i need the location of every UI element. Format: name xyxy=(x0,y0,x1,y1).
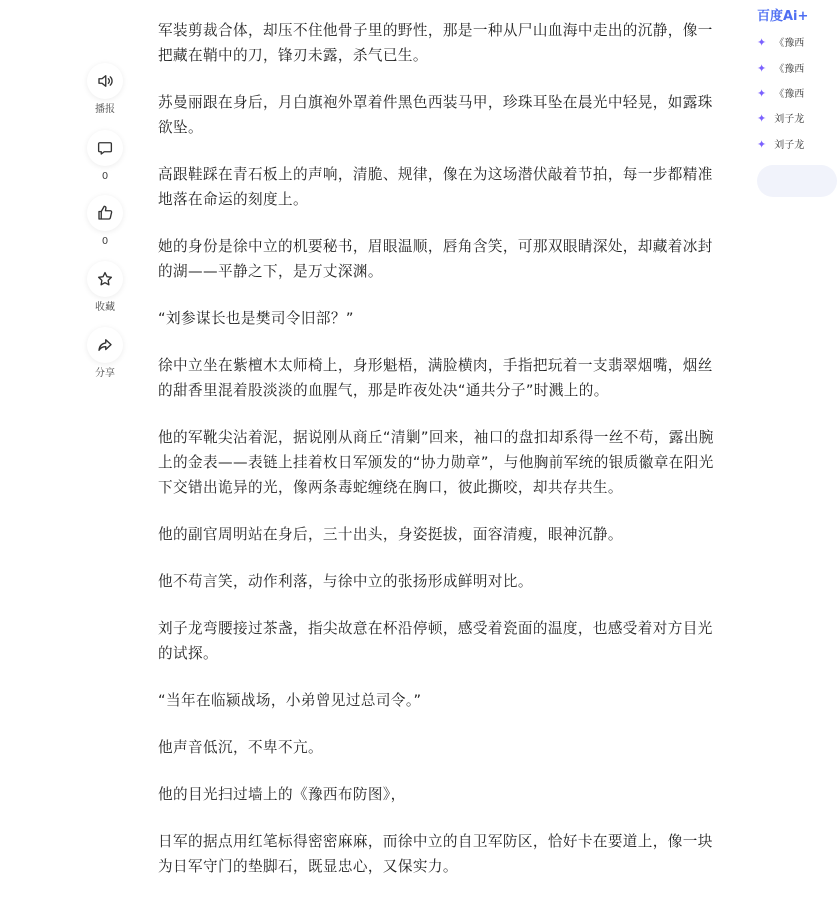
star-icon xyxy=(87,261,123,297)
article-body xyxy=(158,18,718,901)
collect-button[interactable] xyxy=(84,261,126,314)
related-link[interactable] xyxy=(757,87,804,102)
paragraph: 徐中立坐在紫檀木太师椅上，身形魁梧，满脸横肉，手指把玩着一支翡翠烟嘴，烟丝的甜香里混着股淡淡的血腥气，那是昨夜处决“通共分子”时溅上的。 xyxy=(158,357,713,399)
share-label: 分享 xyxy=(95,368,115,379)
paragraph: 她的身份是徐中立的机要秘书，眉眼温顺，唇角含笑，可那双眼睛深处，却藏着冰封的湖——平静之下，是万丈深渊。 xyxy=(158,238,713,280)
paragraph: 刘子龙弯腰接过茶盏，指尖故意在杯沿停顿，感受着瓷面的温度，也感受着对方目光的试探。 xyxy=(158,620,713,662)
paragraph: 高跟鞋踩在青石板上的声响，清脆、规律，像在为这场潜伏敲着节拍，每一步都精准地落在命运的刻度上。 xyxy=(158,166,713,208)
related-link[interactable] xyxy=(757,36,804,51)
paragraph: 他声音低沉，不卑不亢。 xyxy=(158,739,323,756)
paragraph: “当年在临颍战场，小弟曾见过总司令。” xyxy=(158,692,422,709)
comment-count: 0 xyxy=(101,171,109,182)
sparkle-icon: ✦ xyxy=(757,138,767,151)
share-button[interactable] xyxy=(84,327,126,380)
thumbs-up-icon xyxy=(87,195,123,231)
paragraph: 苏曼丽跟在身后，月白旗袍外罩着件黑色西装马甲，珍珠耳坠在晨光中轻晃，如露珠欲坠。 xyxy=(158,94,713,136)
share-icon xyxy=(87,327,123,363)
paragraph: 军装剪裁合体，却压不住他骨子里的野性，那是一种从尸山血海中走出的沉静，像一把藏在鞘中的刀，锋刃未露，杀气已生。 xyxy=(158,22,713,64)
comment-button[interactable] xyxy=(84,130,126,183)
sparkle-icon: ✦ xyxy=(757,36,767,49)
listen-button[interactable] xyxy=(84,63,126,116)
ai-sidebar xyxy=(757,8,837,151)
baidu-ai-logo[interactable]: 百度Ai+ xyxy=(757,9,809,24)
related-link-label: 《豫西 xyxy=(774,89,805,100)
paragraph: 他不苟言笑，动作利落，与徐中立的张扬形成鲜明对比。 xyxy=(158,573,533,590)
paragraph: 日军的据点用红笔标得密密麻麻，而徐中立的自卫军防区，恰好卡在要道上，像一块为日军守门的垫脚石，既显忠心，又保实力。 xyxy=(158,833,713,875)
sparkle-icon: ✦ xyxy=(757,112,767,125)
paragraph: 他的副官周明站在身后，三十出头，身姿挺拔，面容清瘦，眼神沉静。 xyxy=(158,526,623,543)
paragraph: “刘参谋长也是樊司令旧部？” xyxy=(158,310,354,327)
sparkle-icon: ✦ xyxy=(757,62,767,75)
related-link[interactable] xyxy=(757,62,804,77)
paragraph: 他的军靴尖沾着泥，据说刚从商丘“清剿”回来，袖口的盘扣却系得一丝不苟，露出腕上的金表——表链上挂着枚日军颁发的“协力勋章”，与他胸前军统的银质徽章在阳光下交错出诡异的光，像两条毒蛇缠绕在胸口，彼此撕咬，却共存共生。 xyxy=(158,429,714,496)
speaker-icon xyxy=(87,63,123,99)
sparkle-icon: ✦ xyxy=(757,87,767,100)
listen-label: 播报 xyxy=(95,104,115,115)
related-link-label: 刘子龙 xyxy=(774,140,805,151)
related-link-label: 《豫西 xyxy=(774,64,805,75)
related-link-label: 《豫西 xyxy=(774,38,805,49)
ask-input-pill[interactable] xyxy=(757,165,837,197)
collect-label: 收藏 xyxy=(95,302,115,313)
paragraph: 他的目光扫过墙上的《豫西布防图》， xyxy=(158,786,406,803)
related-link-label: 刘子龙 xyxy=(774,114,805,125)
comment-icon xyxy=(87,130,123,166)
related-link[interactable] xyxy=(757,138,804,153)
like-count: 0 xyxy=(101,236,109,247)
related-link[interactable] xyxy=(757,112,804,127)
like-button[interactable] xyxy=(84,195,126,248)
